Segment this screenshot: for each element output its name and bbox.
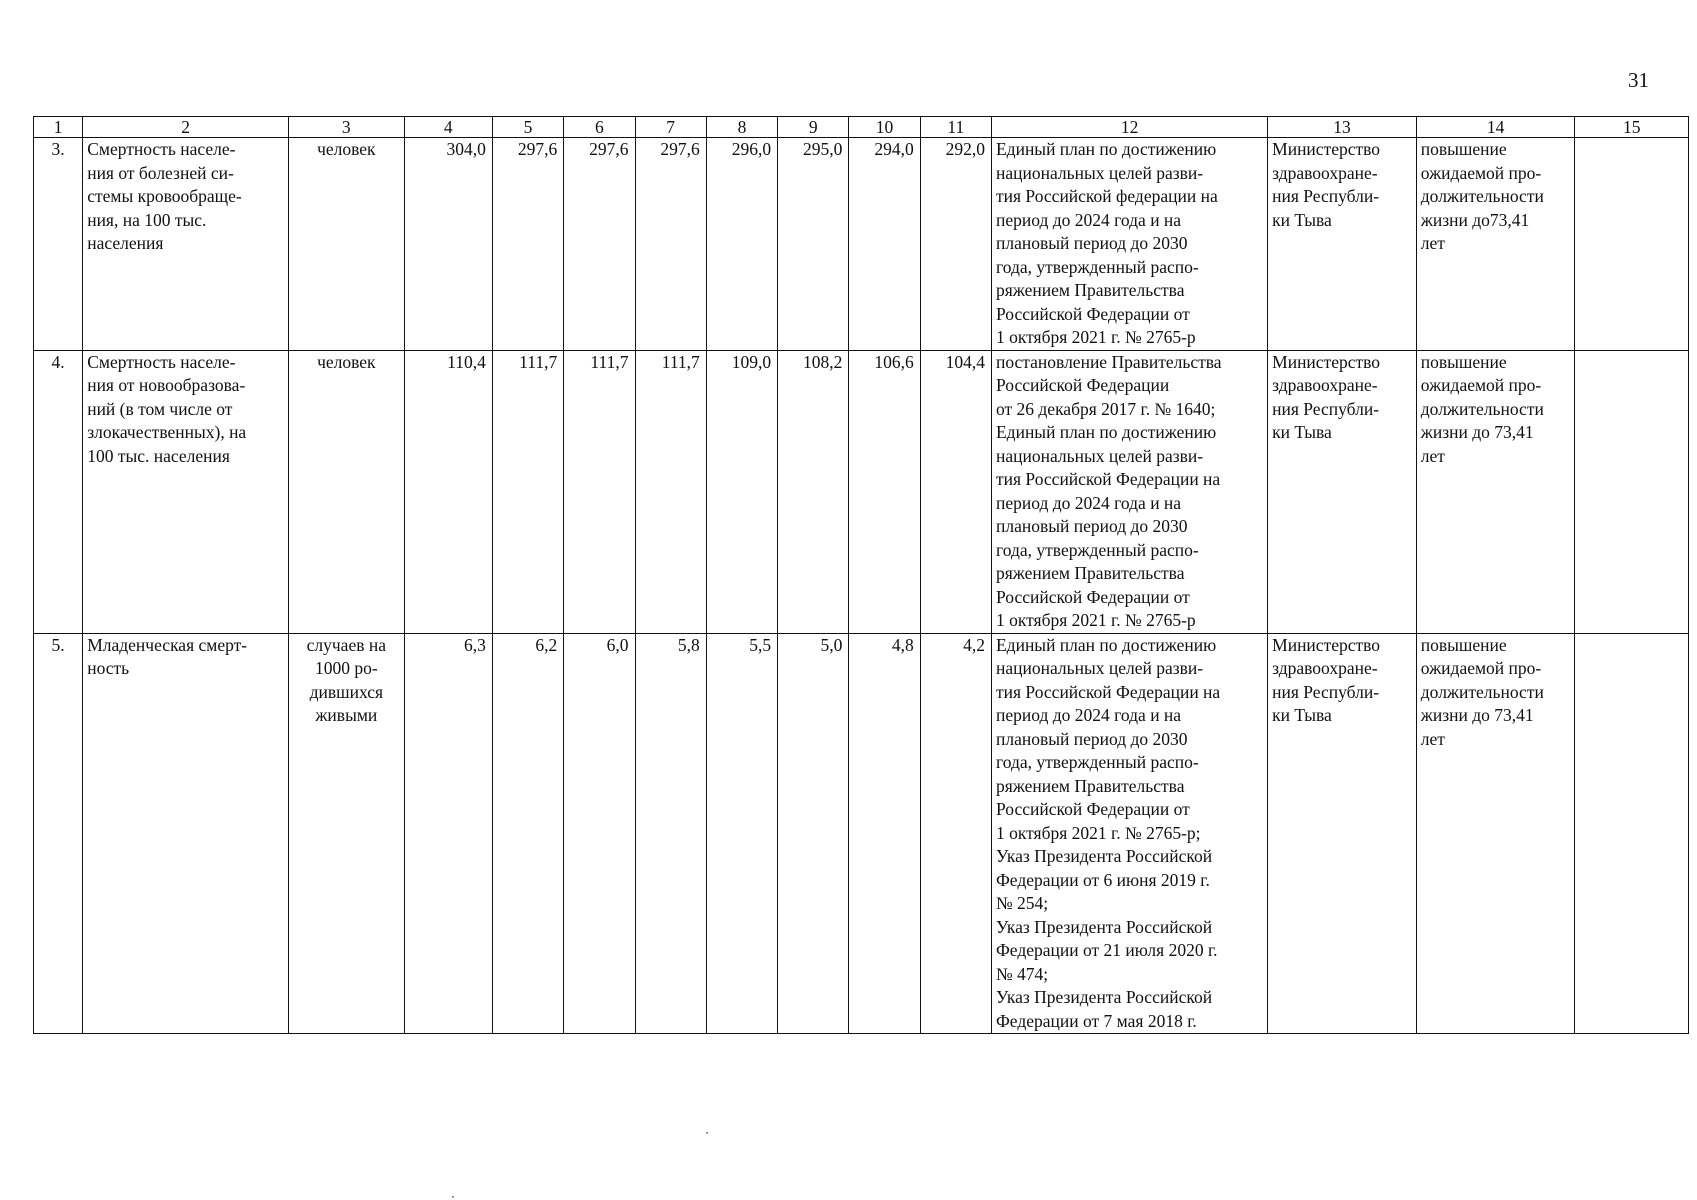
value-cell: 108,2 — [778, 350, 849, 633]
table-row — [34, 350, 1689, 633]
value-cell: 110,4 — [404, 350, 492, 633]
header-row — [34, 117, 1689, 138]
header-cell: 14 — [1416, 117, 1575, 138]
value-cell: 106,6 — [849, 350, 920, 633]
value-cell: 294,0 — [849, 138, 920, 351]
legal-basis: Единый план по достижению национальных целей разви- тия Российской федерации на период до 2024 года и на плановый период до 2030 года, утвержденный распо- ряжением Правительства Российской Федерации от 1 октября 2021 г. № 2765-р — [991, 138, 1267, 351]
value-cell: 111,7 — [492, 350, 563, 633]
expected-result: повышение ожидаемой про- должительности жизни до 73,41 лет — [1416, 633, 1575, 1034]
header-cell: 12 — [991, 117, 1267, 138]
value-cell: 295,0 — [778, 138, 849, 351]
header-cell: 6 — [564, 117, 635, 138]
expected-result: повышение ожидаемой про- должительности жизни до 73,41 лет — [1416, 350, 1575, 633]
value-cell: 111,7 — [564, 350, 635, 633]
indicator-name: Младенческая смерт- ность — [83, 633, 289, 1034]
header-cell: 10 — [849, 117, 920, 138]
unit-of-measure: человек — [289, 138, 404, 351]
page-number: 31 — [1628, 68, 1649, 92]
value-cell: 304,0 — [404, 138, 492, 351]
indicator-name: Смертность населе- ния от новообразова- ний (в том числе от злокачественных), на 100 тыс. населения — [83, 350, 289, 633]
table-row — [34, 633, 1689, 1034]
header-cell: 9 — [778, 117, 849, 138]
scan-artifact — [706, 1132, 708, 1134]
empty-cell — [1575, 633, 1689, 1034]
value-cell: 111,7 — [635, 350, 706, 633]
indicators-table — [33, 116, 1689, 1034]
value-cell: 6,3 — [404, 633, 492, 1034]
header-cell: 8 — [706, 117, 777, 138]
header-cell: 1 — [34, 117, 83, 138]
legal-basis: Единый план по достижению национальных целей разви- тия Российской Федерации на период до 2024 года и на плановый период до 2030 года, утвержденный распо- ряжением Правительства Российской Федерации от 1 октября 2021 г. № 2765-р; Указ Президента Российской Федерации от 6 июня 2019 г. № 254; Указ Президента Российской Федерации от 21 июля 2020 г. № 474; Указ Президента Российской Федерации от 7 мая 2018 г. — [991, 633, 1267, 1034]
header-cell: 5 — [492, 117, 563, 138]
value-cell: 6,0 — [564, 633, 635, 1034]
header-cell: 15 — [1575, 117, 1689, 138]
value-cell: 5,0 — [778, 633, 849, 1034]
value-cell: 5,5 — [706, 633, 777, 1034]
header-cell: 7 — [635, 117, 706, 138]
value-cell: 5,8 — [635, 633, 706, 1034]
value-cell: 4,8 — [849, 633, 920, 1034]
row-number: 3. — [34, 138, 83, 351]
legal-basis: постановление Правительства Российской Федерации от 26 декабря 2017 г. № 1640; Единый план по достижению национальных целей разви- тия Российской Федерации на период до 2024 года и на плановый период до 2030 года, утвержденный распо- ряжением Правительства Российской Федерации от 1 октября 2021 г. № 2765-р — [991, 350, 1267, 633]
row-number: 4. — [34, 350, 83, 633]
indicator-name: Смертность населе- ния от болезней си- стемы кровообраще- ния, на 100 тыс. населения — [83, 138, 289, 351]
row-number: 5. — [34, 633, 83, 1034]
value-cell: 104,4 — [920, 350, 991, 633]
header-cell: 4 — [404, 117, 492, 138]
header-cell: 3 — [289, 117, 404, 138]
responsible-body: Министерство здравоохране- ния Республи- ки Тыва — [1268, 138, 1417, 351]
value-cell: 297,6 — [564, 138, 635, 351]
header-cell: 13 — [1268, 117, 1417, 138]
unit-of-measure: человек — [289, 350, 404, 633]
scan-artifact — [452, 1196, 454, 1198]
unit-of-measure: случаев на 1000 ро- дившихся живыми — [289, 633, 404, 1034]
value-cell: 292,0 — [920, 138, 991, 351]
empty-cell — [1575, 350, 1689, 633]
value-cell: 296,0 — [706, 138, 777, 351]
expected-result: повышение ожидаемой про- должительности жизни до73,41 лет — [1416, 138, 1575, 351]
responsible-body: Министерство здравоохране- ния Республи- ки Тыва — [1268, 350, 1417, 633]
value-cell: 6,2 — [492, 633, 563, 1034]
header-cell: 2 — [83, 117, 289, 138]
value-cell: 109,0 — [706, 350, 777, 633]
header-cell: 11 — [920, 117, 991, 138]
table-row — [34, 138, 1689, 351]
responsible-body: Министерство здравоохране- ния Республи- ки Тыва — [1268, 633, 1417, 1034]
empty-cell — [1575, 138, 1689, 351]
value-cell: 4,2 — [920, 633, 991, 1034]
value-cell: 297,6 — [635, 138, 706, 351]
value-cell: 297,6 — [492, 138, 563, 351]
